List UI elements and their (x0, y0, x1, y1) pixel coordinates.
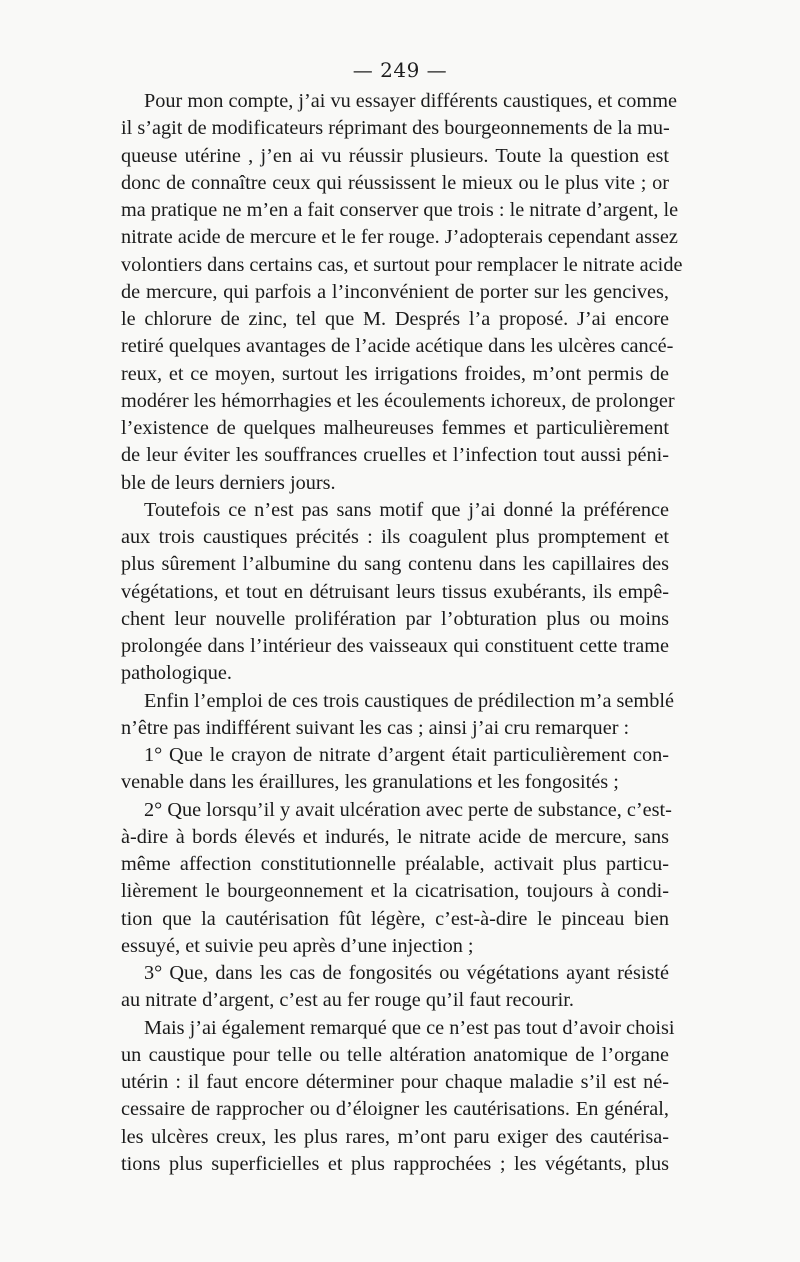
text-line: il s’agit de modificateurs réprimant des bourgeonnements de la mu- (121, 117, 670, 140)
text-line: aux trois caustiques précités : ils coagulent plus promptement et (121, 526, 669, 548)
text-line: nitrate acide de mercure et le fer rouge. J’adopterais cependant assez (121, 226, 678, 249)
text-line: ma pratique ne m’en a fait conserver que trois : le nitrate d’argent, le (121, 199, 679, 221)
text-line: queuse utérine , j’en ai vu réussir plusieurs. Toute la question est (121, 144, 669, 167)
text-line: 2° Que lorsqu’il y avait ulcération avec perte de substance, c’est- (144, 798, 672, 821)
text-line: tion que la cautérisation fût légère, c’est-à-dire le pinceau bien (121, 907, 669, 930)
text-line: à-dire à bords élevés et indurés, le nitrate acide de mercure, sans (121, 825, 669, 848)
text-line: un caustique pour telle ou telle altération anatomique de l’organe (121, 1043, 669, 1066)
text-line: volontiers dans certains cas, et surtout pour remplacer le nitrate acide (121, 253, 683, 276)
text-line: venable dans les éraillures, les granulations et les fongosités ; (121, 771, 619, 794)
text-line: chent leur nouvelle prolifération par l’obturation plus ou moins (121, 607, 669, 630)
text-line: les ulcères creux, les plus rares, m’ont paru exiger des cautérisa- (121, 1125, 669, 1148)
text-line: retiré quelques avantages de l’acide acétique dans les ulcères cancé- (121, 335, 674, 358)
text-line: Mais j’ai également remarqué que ce n’est pas tout d’avoir choisi (144, 1016, 675, 1039)
text-line: 1° Que le crayon de nitrate d’argent était particulièrement con- (144, 744, 669, 766)
text-line: plus sûrement l’albumine du sang contenu dans les capillaires des (121, 553, 669, 576)
text-line: prolongée dans l’intérieur des vaisseaux qui constituent cette trame (121, 635, 669, 657)
page-number: — 249 — (352, 58, 448, 82)
text-line: n’être pas indifférent suivant les cas ; ainsi j’ai cru remarquer : (121, 716, 630, 739)
text-line: le chlorure de zinc, tel que M. Després l’a proposé. J’ai encore (121, 308, 669, 330)
text-line: ble de leurs derniers jours. (121, 471, 336, 494)
text-line: Enfin l’emploi de ces trois caustiques de prédilection m’a semblé (144, 689, 674, 712)
text-line: donc de connaître ceux qui réussissent le mieux ou le plus vite ; or (121, 171, 669, 194)
text-line: Toutefois ce n’est pas sans motif que j’ai donné la préférence (144, 498, 669, 521)
body-text (121, 88, 683, 1178)
text-line: au nitrate d’argent, c’est au fer rouge qu’il faut recourir. (121, 989, 574, 1012)
text-line: même affection constitutionnelle préalable, activait plus particu- (121, 853, 669, 875)
text-line: de mercure, qui parfois a l’inconvénient de porter sur les gencives, (121, 280, 669, 303)
text-line: utérin : il faut encore déterminer pour chaque maladie s’il est né- (121, 1071, 669, 1093)
text-line: tions plus superficielles et plus rapprochées ; les végétants, plus (121, 1152, 669, 1175)
text-line: de leur éviter les souffrances cruelles et l’infection tout aussi péni- (121, 444, 669, 467)
text-line: essuyé, et suivie peu après d’une injection ; (121, 934, 474, 957)
text-line: reux, et ce moyen, surtout les irrigations froides, m’ont permis de (121, 362, 669, 385)
text-line: pathologique. (121, 662, 232, 685)
text-line: 3° Que, dans les cas de fongosités ou végétations ayant résisté (144, 962, 669, 984)
text-line: lièrement le bourgeonnement et la cicatrisation, toujours à condi- (121, 880, 669, 903)
text-line: cessaire de rapprocher ou d’éloigner les cautérisations. En général, (121, 1098, 669, 1121)
text-line: végétations, et tout en détruisant leurs tissus exubérants, ils empê- (121, 580, 669, 603)
text-line: modérer les hémorrhagies et les écoulements ichoreux, de prolonger (121, 389, 675, 412)
text-line: Pour mon compte, j’ai vu essayer différents caustiques, et comme (144, 90, 677, 112)
text-line: l’existence de quelques malheureuses femmes et particulièrement (121, 417, 669, 439)
